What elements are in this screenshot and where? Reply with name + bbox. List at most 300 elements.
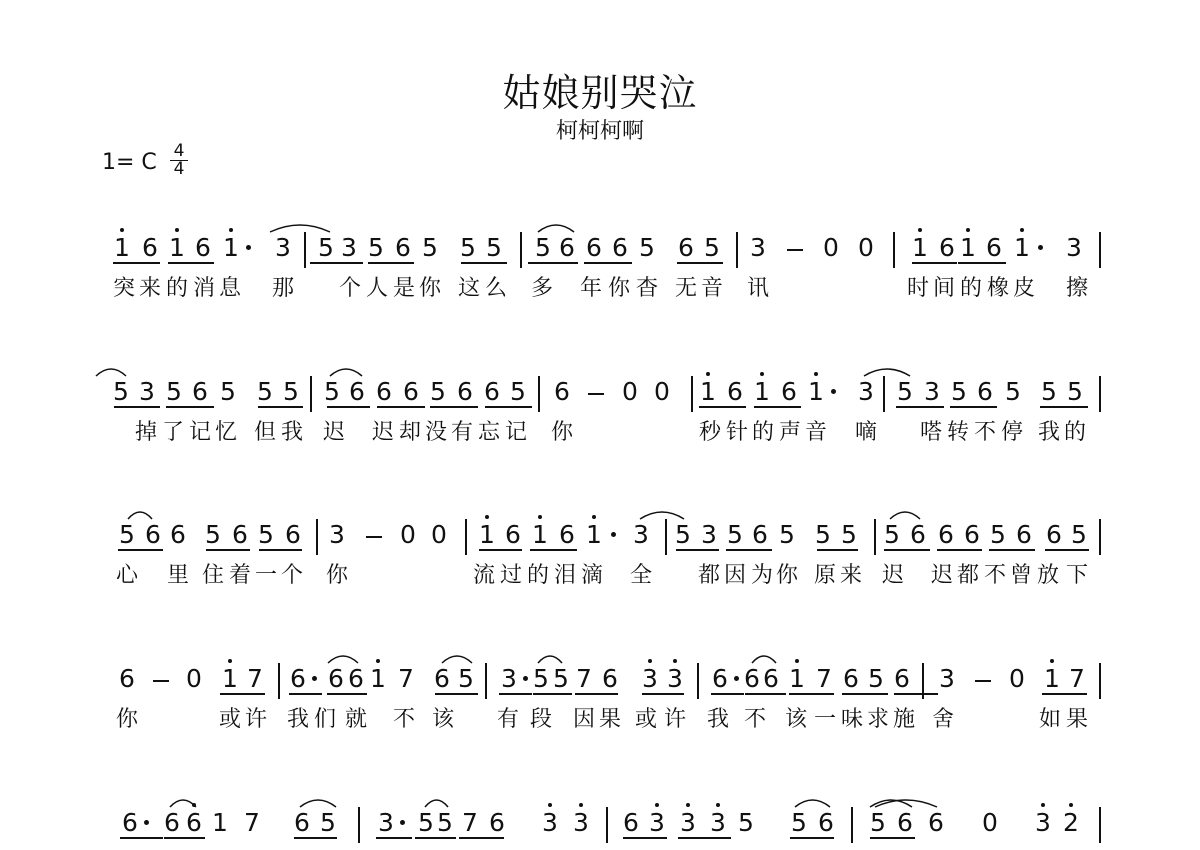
lyric-char: 为 (750, 563, 773, 588)
lyric-char: 这 (457, 276, 480, 301)
augmentation-dot (523, 676, 528, 681)
lyric-char: 里 (166, 563, 189, 588)
lyric-char: 放 (1036, 563, 1059, 588)
beam-underline (1042, 693, 1087, 695)
lyric-char: 是 (392, 276, 415, 301)
lyric-char: 如 (1038, 707, 1061, 732)
note: 6 (145, 520, 161, 549)
slur (128, 512, 152, 519)
lyric-char: 你 (775, 563, 798, 588)
note: 5 (458, 664, 474, 693)
note: 6 (964, 520, 980, 549)
score-system (0, 362, 1200, 472)
score-system (0, 218, 1200, 328)
note: 0 (823, 233, 839, 262)
note: 3 (750, 233, 766, 262)
note: 1 (222, 234, 240, 262)
note: 5 (220, 377, 236, 406)
note: 1 (585, 521, 603, 549)
lyric-char: 嗒 (919, 420, 942, 445)
note: 7 (247, 664, 263, 693)
extension-dash (153, 680, 169, 682)
beam-underline (168, 262, 214, 264)
note: 5 (166, 377, 182, 406)
lyric-char: 我 (1037, 420, 1060, 445)
lyric-char: 你 (550, 420, 573, 445)
lyric-char: 着 (228, 563, 251, 588)
lyric-char: 我 (706, 707, 729, 732)
beam-underline (1045, 549, 1089, 551)
lyric-char: 音 (700, 276, 723, 301)
note: 6 (328, 664, 344, 693)
note: 6 (164, 808, 180, 837)
beam-underline (220, 693, 265, 695)
beam-underline (118, 549, 163, 551)
lyric-char: 杳 (635, 276, 658, 301)
note: 5 (884, 520, 900, 549)
beam-underline (575, 693, 618, 695)
note: 5 (870, 808, 886, 837)
note: 5 (791, 808, 807, 837)
melody-line (0, 505, 1200, 557)
lyric-char: 突 (112, 276, 135, 301)
note: 3 (633, 520, 649, 549)
beam-underline (459, 837, 504, 839)
note: 6 (712, 664, 728, 693)
lyric-char: 擦 (1065, 276, 1088, 301)
lyric-char: 多 (530, 276, 553, 301)
lyric-char: 流 (472, 563, 495, 588)
lyric-char: 但 (253, 420, 276, 445)
beam-underline (415, 837, 456, 839)
note: 6 (763, 664, 779, 693)
lyric-char: 消 (192, 276, 215, 301)
note: 6 (678, 233, 694, 262)
beam-underline (989, 549, 1035, 551)
extension-dash (975, 680, 991, 682)
note: 5 (318, 233, 334, 262)
beam-underline (789, 693, 834, 695)
note: 5 (418, 808, 434, 837)
note: 3 (939, 664, 955, 693)
note: 3 (139, 377, 155, 406)
beam-underline (678, 837, 731, 839)
lyric-char: 就 (344, 707, 367, 732)
note: 3 (709, 809, 727, 837)
note: 1 (478, 521, 496, 549)
beam-underline (884, 549, 930, 551)
beam-underline (206, 549, 250, 551)
note: 1 (168, 234, 186, 262)
slur (96, 369, 126, 376)
note: 3 (501, 664, 517, 693)
note: 5 (283, 377, 299, 406)
note: 7 (1069, 664, 1085, 693)
note: 5 (437, 808, 453, 837)
beam-underline (950, 406, 997, 408)
lyric-char: 讯 (746, 276, 769, 301)
note: 5 (257, 377, 273, 406)
beam-underline (435, 693, 478, 695)
slur (442, 656, 472, 663)
lyric-char: 滴 (580, 563, 603, 588)
slur (538, 225, 574, 232)
note: 1 (959, 234, 977, 262)
beam-underline (377, 406, 425, 408)
lyric-char: 原 (813, 563, 836, 588)
note: 1 (369, 665, 387, 693)
note: 6 (170, 520, 186, 549)
beam-underline (114, 406, 160, 408)
note: 3 (666, 665, 684, 693)
lyric-char: 不 (973, 420, 996, 445)
note: 6 (977, 377, 993, 406)
lyric-char: 许 (663, 707, 686, 732)
note: 5 (119, 520, 135, 549)
beam-underline (1040, 406, 1088, 408)
beam-underline (754, 406, 801, 408)
beam-underline (327, 406, 370, 408)
lyric-char: 掉 (134, 420, 157, 445)
note: 0 (622, 377, 638, 406)
note: 1 (788, 665, 806, 693)
lyric-char: 的 (526, 563, 549, 588)
melody-line (0, 362, 1200, 414)
note: 7 (576, 664, 592, 693)
note: 1 (221, 665, 239, 693)
note: 5 (815, 520, 831, 549)
note: 6 (195, 233, 211, 262)
note: 6 (349, 377, 365, 406)
note: 3 (679, 809, 697, 837)
lyric-char: 一 (254, 563, 277, 588)
beam-underline (958, 262, 1006, 264)
note: 6 (1016, 520, 1032, 549)
extension-dash (787, 249, 803, 251)
time-signature-top: 4 (173, 141, 185, 161)
note: 1 (1043, 665, 1061, 693)
note: 3 (541, 809, 559, 837)
lyric-char: 舍 (931, 707, 954, 732)
lyric-char: 来 (839, 563, 862, 588)
note: 3 (341, 233, 357, 262)
note: 0 (858, 233, 874, 262)
slur (328, 656, 358, 663)
lyric-char: 一 (813, 707, 836, 732)
note: 6 (939, 233, 955, 262)
beam-underline (164, 837, 205, 839)
note: 6 (122, 808, 138, 837)
lyric-char: 个 (280, 563, 303, 588)
note: 5 (533, 664, 549, 693)
lyric-char: 都 (956, 563, 979, 588)
lyric-char: 来 (138, 276, 161, 301)
slur (330, 369, 362, 376)
lyric-char: 或 (218, 707, 241, 732)
note: 0 (400, 520, 416, 549)
note: 7 (398, 664, 414, 693)
lyric-char: 不 (983, 563, 1006, 588)
slur (640, 512, 684, 519)
note: 6 (376, 377, 392, 406)
lyric-char: 有 (496, 707, 519, 732)
lyric-char: 么 (484, 276, 507, 301)
beam-underline (676, 549, 719, 551)
lyric-char: 因 (723, 563, 746, 588)
beam-underline (896, 406, 944, 408)
note: 6 (119, 664, 135, 693)
note: 6 (986, 233, 1002, 262)
lyric-char: 个 (338, 276, 361, 301)
augmentation-dot (611, 532, 616, 537)
note: 3 (648, 809, 666, 837)
time-signature-bottom: 4 (170, 160, 188, 178)
note: 3 (858, 377, 874, 406)
note: 5 (460, 233, 476, 262)
lyric-char: 因 (572, 707, 595, 732)
lyric-char: 味 (840, 707, 863, 732)
beam-underline (817, 549, 858, 551)
lyric-char: 该 (431, 707, 454, 732)
lyric-char: 忆 (214, 420, 237, 445)
note: 6 (938, 520, 954, 549)
lyric-char: 求 (866, 707, 889, 732)
lyric-char: 停 (1000, 420, 1023, 445)
note: 6 (290, 664, 306, 693)
note: 3 (572, 809, 590, 837)
song-title: 姑娘别哭泣 (502, 71, 698, 115)
beam-underline (642, 693, 684, 695)
note: 5 (486, 233, 502, 262)
beam-underline (368, 262, 414, 264)
augmentation-dot (400, 820, 405, 825)
note: 6 (781, 377, 797, 406)
beam-underline (376, 837, 412, 839)
note: 6 (818, 808, 834, 837)
lyric-char: 全 (629, 563, 652, 588)
note: 0 (186, 664, 202, 693)
lyric-char: 迟 (371, 420, 394, 445)
note: 1 (699, 378, 717, 406)
note: 5 (324, 377, 340, 406)
note: 5 (422, 233, 438, 262)
beam-underline (699, 406, 746, 408)
note: 5 (430, 377, 446, 406)
note: 5 (675, 520, 691, 549)
lyric-char: 针 (725, 420, 748, 445)
lyric-char: 了 (161, 420, 184, 445)
lyric-char: 的 (1063, 420, 1086, 445)
lyric-char: 却 (398, 420, 421, 445)
beam-underline (530, 549, 577, 551)
note: 6 (744, 664, 760, 693)
augmentation-dot (1038, 245, 1043, 250)
beam-underline (120, 837, 163, 839)
lyric-char: 记 (188, 420, 211, 445)
note: 5 (704, 233, 720, 262)
lyric-char: 息 (218, 276, 241, 301)
note: 6 (294, 808, 310, 837)
note: 5 (535, 233, 551, 262)
lyric-char: 你 (325, 563, 348, 588)
lyric-char: 声 (778, 420, 801, 445)
augmentation-dot (734, 676, 739, 681)
note: 5 (553, 664, 569, 693)
note: 5 (1041, 377, 1057, 406)
lyric-char: 时 (906, 276, 929, 301)
beam-underline (912, 262, 957, 264)
note: 3 (641, 665, 659, 693)
note: 7 (462, 808, 478, 837)
lyric-char: 果 (1065, 707, 1088, 732)
lyric-char: 段 (529, 707, 552, 732)
note: 6 (928, 808, 944, 837)
beam-underline (528, 262, 578, 264)
note: 6 (559, 233, 575, 262)
note: 5 (1067, 377, 1083, 406)
beam-underline (726, 549, 772, 551)
note: 3 (329, 520, 345, 549)
note: 5 (951, 377, 967, 406)
augmentation-dot (144, 820, 149, 825)
extension-dash (366, 536, 382, 538)
note: 6 (232, 520, 248, 549)
note: 5 (113, 377, 129, 406)
slur (795, 800, 830, 807)
augmentation-dot (312, 676, 317, 681)
beam-underline (623, 837, 667, 839)
note: 6 (185, 809, 203, 837)
note: 6 (1046, 520, 1062, 549)
beam-underline (294, 837, 337, 839)
beam-underline (258, 406, 303, 408)
lyric-char: 该 (784, 707, 807, 732)
score-system (0, 649, 1200, 759)
note: 6 (457, 377, 473, 406)
note: 6 (910, 520, 926, 549)
note: 2 (1062, 809, 1080, 837)
note: 6 (192, 377, 208, 406)
note: 5 (990, 520, 1006, 549)
slur (270, 225, 330, 232)
slur (170, 800, 196, 807)
melody-line (0, 218, 1200, 270)
lyric-char: 你 (418, 276, 441, 301)
lyric-char: 不 (743, 707, 766, 732)
note: 6 (894, 664, 910, 693)
note: 3 (924, 377, 940, 406)
note: 3 (275, 233, 291, 262)
note: 6 (395, 233, 411, 262)
lyric-char: 迟 (881, 563, 904, 588)
note: 7 (816, 664, 832, 693)
beam-underline (289, 693, 322, 695)
note: 1 (753, 378, 771, 406)
note: 1 (911, 234, 929, 262)
note: 3 (1034, 809, 1052, 837)
note: 6 (586, 233, 602, 262)
lyric-char: 无 (674, 276, 697, 301)
song-subtitle: 柯柯柯啊 (555, 119, 644, 144)
time-signature (170, 143, 188, 178)
lyric-char: 或 (634, 707, 657, 732)
note: 6 (348, 664, 364, 693)
beam-underline (937, 549, 982, 551)
lyric-char: 记 (504, 420, 527, 445)
lyric-char: 我 (286, 707, 309, 732)
slur (538, 656, 562, 663)
lyric-char: 你 (607, 276, 630, 301)
note: 6 (505, 520, 521, 549)
beam-underline (533, 693, 572, 695)
lyric-char: 忘 (477, 420, 500, 445)
note: 6 (484, 377, 500, 406)
lyric-char: 迟 (322, 420, 345, 445)
note: 5 (368, 233, 384, 262)
lyric-char: 的 (751, 420, 774, 445)
lyric-char: 都 (697, 563, 720, 588)
note: 0 (654, 377, 670, 406)
lyric-char: 迟 (930, 563, 953, 588)
lyric-char: 转 (946, 420, 969, 445)
lyric-char: 泪 (553, 563, 576, 588)
lyric-char: 间 (932, 276, 955, 301)
note: 6 (843, 664, 859, 693)
note: 7 (244, 808, 260, 837)
slur (864, 369, 910, 376)
note: 6 (897, 808, 913, 837)
beam-underline (113, 262, 160, 264)
note: 5 (1071, 520, 1087, 549)
note: 6 (434, 664, 450, 693)
note: 5 (841, 520, 857, 549)
beam-underline (842, 693, 888, 695)
beam-underline (479, 549, 522, 551)
lyric-char: 嘀 (854, 420, 877, 445)
beam-underline (711, 693, 744, 695)
note: 5 (639, 233, 655, 262)
note: 6 (602, 664, 618, 693)
note: 6 (489, 808, 505, 837)
lyric-char: 那 (271, 276, 294, 301)
note: 6 (554, 377, 570, 406)
lyric-char: 你 (115, 707, 138, 732)
beam-underline (584, 262, 632, 264)
beam-underline (677, 262, 723, 264)
augmentation-dot (246, 245, 251, 250)
slur-layer (0, 218, 1200, 238)
slur-layer (0, 649, 1200, 669)
note: 5 (738, 808, 754, 837)
beam-underline (327, 693, 367, 695)
note: 5 (727, 520, 743, 549)
lyric-char: 许 (244, 707, 267, 732)
beam-underline (745, 693, 786, 695)
lyric-char: 过 (499, 563, 522, 588)
beam-underline (499, 693, 532, 695)
beam-underline (259, 549, 302, 551)
lyric-char: 施 (892, 707, 915, 732)
melody-line (0, 649, 1200, 701)
note: 6 (727, 377, 743, 406)
note: 6 (752, 520, 768, 549)
slur (300, 800, 336, 807)
note: 0 (1009, 664, 1025, 693)
beam-underline (870, 837, 915, 839)
lyric-char: 皮 (1012, 276, 1035, 301)
note: 6 (142, 233, 158, 262)
slur-layer (0, 362, 1200, 382)
